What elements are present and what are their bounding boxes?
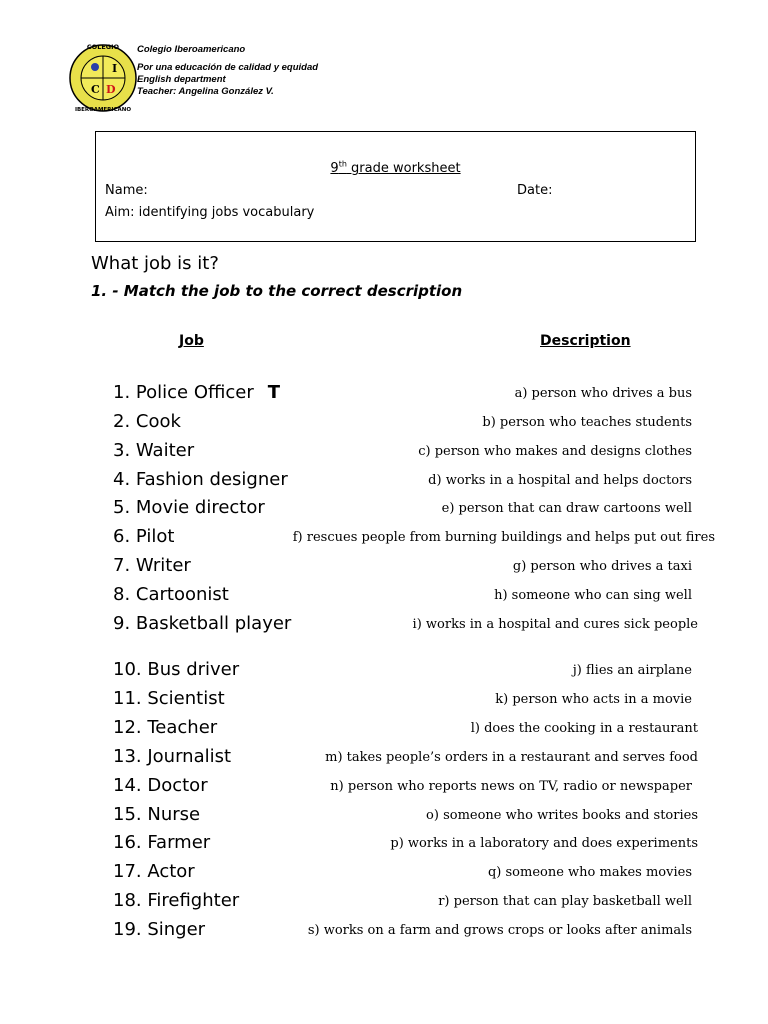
job-item	[113, 584, 229, 605]
job-item	[113, 890, 239, 911]
job-item	[113, 832, 210, 853]
question-title: What job is it?	[91, 253, 219, 274]
school-teacher: Teacher: Angelina González V.	[137, 86, 274, 97]
match-row	[0, 746, 768, 770]
job-label: 18. Firefighter	[113, 890, 240, 911]
match-row	[0, 497, 768, 521]
job-item	[113, 861, 195, 882]
job-label: 16. Farmer	[113, 832, 211, 853]
description-item: o) someone who writes books and stories	[426, 808, 698, 823]
logo-bottom-text: IBEROAMERICANO	[74, 107, 132, 113]
job-item	[113, 555, 191, 576]
job-label: 5. Movie director	[113, 497, 265, 518]
description-item: r) person that can play basketball well	[438, 894, 692, 909]
name-label: Name:	[105, 183, 148, 198]
description-item: n) person who reports news on TV, radio or newspaper	[330, 779, 692, 794]
description-item: s) works on a farm and grows crops or looks after animals	[307, 923, 692, 938]
description-item: a) person who drives a bus	[514, 386, 692, 401]
job-label: 10. Bus driver	[113, 659, 240, 680]
job-item	[113, 717, 217, 738]
date-label: Date:	[517, 183, 553, 198]
job-item	[113, 688, 225, 709]
column-header-job: Job	[179, 333, 204, 349]
answer-mark: T	[267, 382, 281, 403]
match-row	[0, 659, 768, 683]
worksheet-title: 9th grade worksheet	[330, 160, 461, 177]
job-item	[113, 919, 205, 940]
logo-top-text: COLEGIO	[86, 43, 120, 51]
school-logo	[66, 40, 140, 114]
job-item	[113, 497, 265, 518]
job-label: 9. Basketball player	[113, 613, 292, 634]
description-item: j) flies an airplane	[572, 663, 692, 678]
description-item: k) person who acts in a movie	[495, 692, 692, 707]
match-row	[0, 775, 768, 799]
job-label: 3. Waiter	[113, 440, 195, 461]
description-item: p) works in a laboratory and does experiments	[390, 836, 698, 851]
description-item: m) takes people’s orders in a restaurant and serves food	[325, 750, 698, 765]
match-row	[0, 613, 768, 637]
job-label: 15. Nurse	[113, 804, 201, 825]
match-row	[0, 555, 768, 579]
job-label: 8. Cartoonist	[113, 584, 229, 605]
job-label: 12. Teacher	[113, 717, 218, 738]
description-item: f) rescues people from burning buildings and helps put out fires	[292, 530, 715, 545]
logo-letter-d: D	[106, 83, 116, 96]
match-row	[0, 469, 768, 493]
job-label: 14. Doctor	[113, 775, 208, 796]
match-row	[0, 717, 768, 741]
match-row	[0, 861, 768, 885]
job-label: 11. Scientist	[113, 688, 225, 709]
job-item	[113, 804, 200, 825]
match-row	[0, 804, 768, 828]
school-info	[137, 44, 318, 98]
job-label: 13. Journalist	[113, 746, 232, 767]
school-name: Colegio Iberoamericano	[137, 44, 246, 55]
match-row	[0, 919, 768, 943]
school-department: English department	[137, 74, 226, 85]
description-item: q) someone who makes movies	[487, 865, 692, 880]
job-item	[113, 775, 208, 796]
job-item	[113, 440, 194, 461]
description-item: i) works in a hospital and cures sick people	[412, 617, 698, 632]
description-item: b) person who teaches students	[482, 415, 692, 430]
job-item	[113, 469, 288, 490]
description-item: l) does the cooking in a restaurant	[470, 721, 698, 736]
job-label: 6. Pilot	[113, 526, 175, 547]
instruction: 1. - Match the job to the correct description	[91, 282, 463, 300]
match-row	[0, 688, 768, 712]
job-item	[113, 746, 231, 767]
match-row	[0, 832, 768, 856]
job-item	[113, 411, 181, 432]
description-item: d) works in a hospital and helps doctors	[428, 473, 692, 488]
match-row	[0, 440, 768, 464]
job-item	[113, 526, 174, 547]
job-label: 17. Actor	[113, 861, 195, 882]
match-row	[0, 526, 768, 550]
match-row	[0, 411, 768, 435]
job-label: 2. Cook	[113, 411, 181, 432]
job-label: 4. Fashion designer	[113, 469, 288, 490]
job-item	[113, 613, 291, 634]
job-label: 7. Writer	[113, 555, 191, 576]
match-row	[0, 584, 768, 608]
match-row	[0, 890, 768, 914]
worksheet-header-box	[95, 131, 696, 242]
job-label: 1. Police Officer	[113, 382, 254, 403]
school-motto: Por una educación de calidad y equidad	[137, 62, 319, 73]
job-item	[113, 659, 239, 680]
job-item	[113, 382, 280, 403]
description-item: e) person that can draw cartoons well	[441, 501, 692, 516]
aim-label: Aim: identifying jobs vocabulary	[105, 205, 315, 220]
description-item: h) someone who can sing well	[494, 588, 692, 603]
column-header-description: Description	[540, 333, 631, 349]
job-label: 19. Singer	[113, 919, 206, 940]
logo-letter-c: C	[91, 83, 100, 96]
description-item: g) person who drives a taxi	[512, 559, 692, 574]
description-item: c) person who makes and designs clothes	[418, 444, 692, 459]
logo-letter-i: I	[112, 62, 118, 75]
match-row	[0, 382, 768, 406]
